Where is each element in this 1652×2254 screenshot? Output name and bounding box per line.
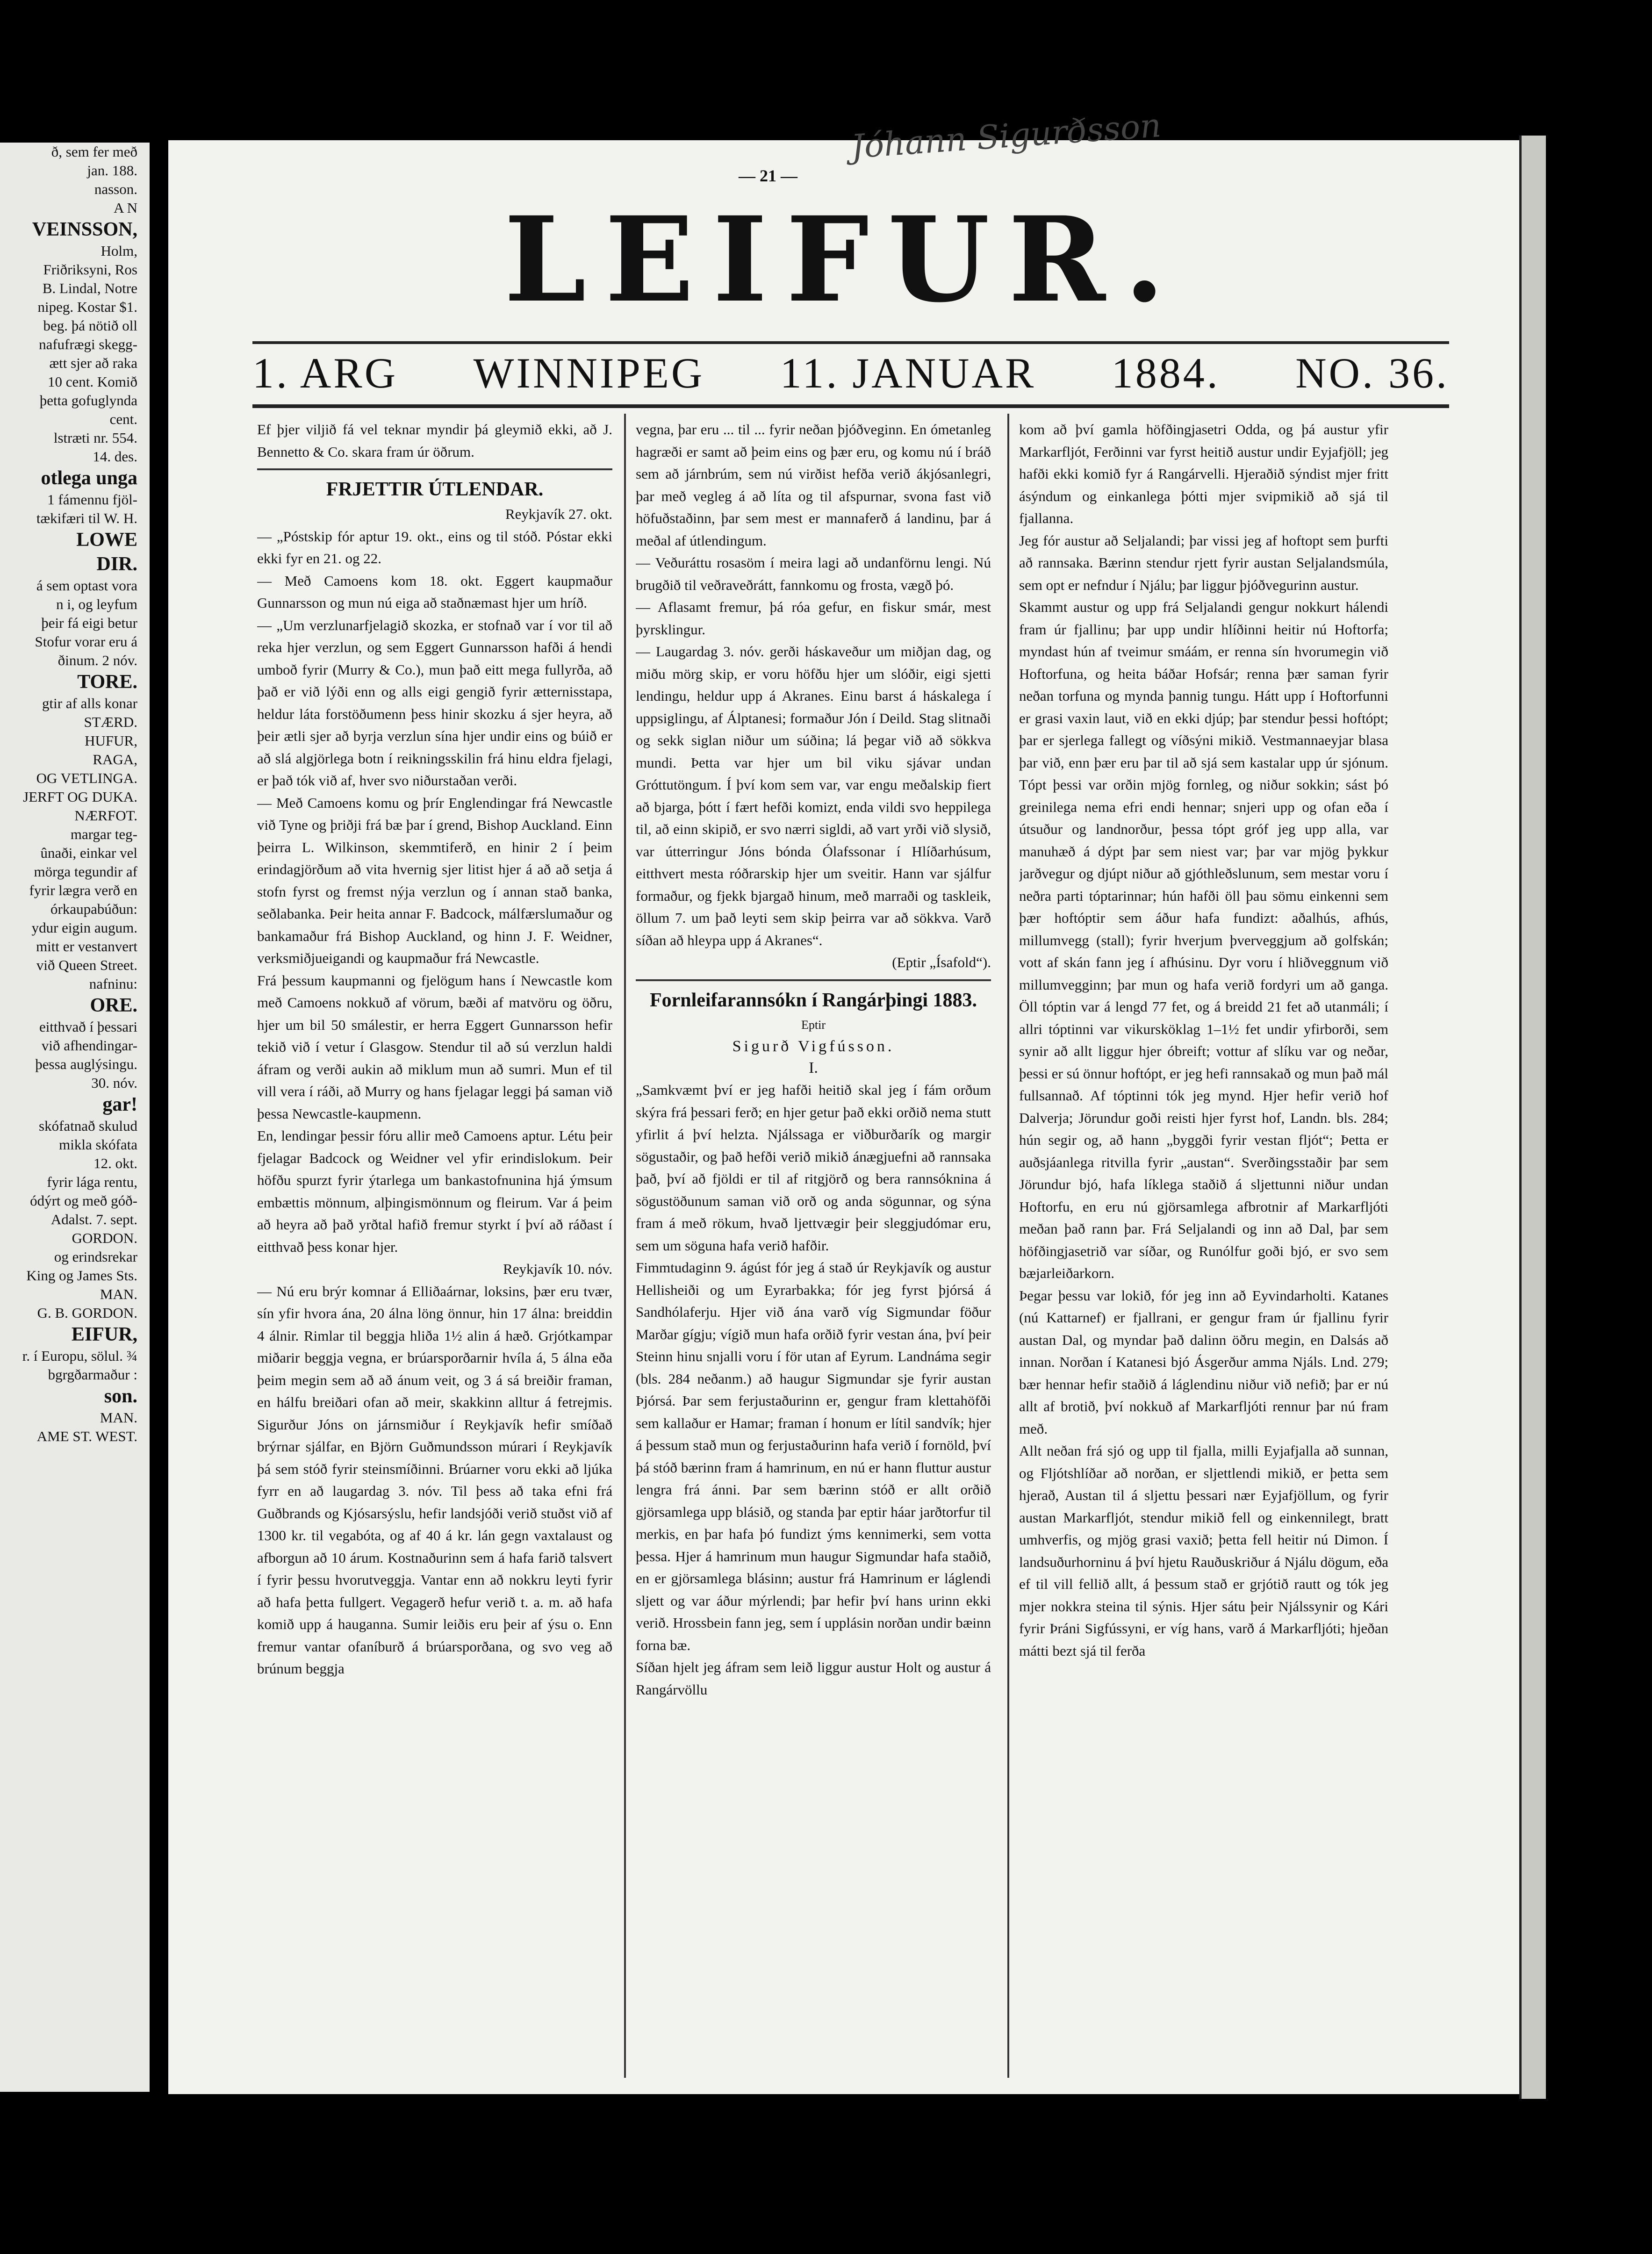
previous-page-text: [0, 143, 150, 1446]
news-source: (Eptir „Ísafold“).: [892, 954, 991, 970]
article-paragraph: „Samkvæmt því er jeg hafði heitið skal jeg í fám orðum skýra frá þessari ferð; en hjer getur það ekki orðið nema stutt yfirlit á því helzta. Njálssaga er viðburðarík og margir sögustaðir, og það hefði verið mikið ánægjuefni að rannsaka það, því að fjöldi er til af ritgjörð og bera rannsóknina á sögustöðunum saman við orð og anda sögunnar, og sýna fram á með rökum, hvað ljettvægir þeir sleggjudómar eru, sem um söguna hafa verið hafðir.: [636, 1082, 991, 1254]
previous-page-line: nafninu:: [89, 976, 137, 992]
previous-page-line: Holm,: [101, 243, 137, 259]
page-gutter: [150, 140, 168, 2094]
news-paragraph: — „Um verzlunarfjelagið skozka, er stofnað var í vor til að reka hjer verzlun, og sem Eggert Gunnarsson hafði á hendi umboð fyrir (Murry & Co.), mun það eitt mega fullyrða, að það er við lýði enn og alls eigi gengið fyrir ætternisstapa, heldur láta forstöðumenn þess hinir skozku á sjer heyra, að þeir ætli sjer að byrja verzlun sína hjer undir eins og búið er að slá algjörlega botn í reikningsskilin frá hinu eldra fjelagi, er það tók við af, hver svo niðurstaðan verði.: [257, 617, 612, 789]
previous-page-line: nasson.: [94, 181, 137, 197]
masthead-title: LEIFUR.: [504, 191, 1184, 328]
dateline-date: 11. JANUAR: [780, 349, 1036, 397]
previous-page-line: ætt sjer að raka: [49, 355, 137, 371]
previous-page-line: fyrir lága rentu,: [47, 1174, 137, 1190]
previous-page-line: otlega unga: [41, 467, 137, 489]
previous-page-line: TORE.: [77, 671, 137, 693]
previous-page-line: EIFUR,: [71, 1324, 137, 1345]
column-2: [636, 418, 991, 2078]
column-1: [257, 418, 612, 2078]
previous-page-line: mitt er vestanvert: [36, 938, 137, 955]
previous-page-line: fyrir lægra verð en: [29, 882, 137, 898]
column-3: [1019, 418, 1388, 2078]
previous-page-line: ð, sem fer með: [51, 144, 137, 160]
dateline-volume: 1. ARG: [252, 349, 398, 397]
previous-page-line: 30. nóv.: [91, 1075, 137, 1091]
previous-page-line: MAN.: [100, 1286, 137, 1302]
dateline-reykjavik-2: Reykjavík 10. nóv.: [503, 1261, 612, 1277]
previous-page-line: 12. okt.: [93, 1155, 137, 1171]
article-paragraph: Skammt austur og upp frá Seljalandi gengur nokkurt hálendi fram úr fjallinu; þar upp undir hlíðinni heitir nú Hoftorfa; myndast hún af tveimur smáám, er renna sín hvorumegin við Hoftorfuna, og heita báðar Hofsár; renna þær saman fyrir neðan torfuna og mynda þannig tungu. Hátt upp í Hoftorfunni er grasi vaxin laut, við en ekki djúp; þar stendur þessi hoftópt; þar er sjerlega fallegt og víðsýni mikið. Vestmannaeyjar blasa þar við, enn þær eru þar til að sjá sem kastalar upp úr sjónum. Tópt þessi var orðin mjög fornleg, og niður sokkin; sást þó greinilega nema efri endi hennar; snjeri upp og ofan eða í útsuður og landnorður, þessa tópt gróf jeg upp alla, var manuhæð á dýpt þar sem niest var; þar var mjög þykkur jarðvegur og djúpt niður að gjóthleðslunum, sem mestar voru í neðra parti tóptarinnar; hún hafði öll þau sömu einkenni sem þær hoftóptir sem áður hafa fundizt: aðalhús, afhús, millumvegg (stall); fyrir hverjum þverveggjum að golfskán; vott af skán fann jeg í afhúsinu. Dyr voru í hliðveggnum við millumvegginn; þar mun og hafa verið fordyri um að ganga. Öll tóptin var á lengd 77 fet, og á breidd 21 fet að utanmáli; í allri tóptinni var vikursköklag 1–1½ fet undir yfirborði, sem synir að allt liggur hjer óbreift; vottur af slíku var og neðar, þessi er sú önnur hoftópt, er jeg hefi rannsakað og mun það mál fullsannað. Af tóptinni tók jeg mynd. Hjer hefir verið hof Dalverja; Jörundur goði reisti hjer fyrst hof, Landn. bls. 284; hún segir og, að hann „byggði fyrir vestan fljót“; Þetta er auðsjáanlega ritvilla fyrir „austan“. Sverðingsstaðir þar sem Jörundur bjó, hafa líklega staðið á sljettunni niður undan Hoftorfu, en eru nú gjörsamlega afbrotnir af Markarfljóti meðan það rann þar. Frá Seljalandi og inn að Dal, þar sem höfðingjasetrið var síðar, og Runólfur goði bjó, er svo sem bæjarleiðarkorn.: [1019, 599, 1388, 1281]
previous-page-line: ûnaði, einkar vel: [40, 845, 137, 861]
previous-page-line: Stofur vorar eru á: [35, 633, 137, 650]
previous-page-line: órkaupabúðun:: [50, 901, 137, 917]
previous-page-line: G. B. GORDON.: [37, 1305, 137, 1321]
previous-page-line: B. Lindal, Notre: [42, 280, 137, 296]
previous-page-line: DIR.: [96, 553, 137, 575]
previous-page-line: GORDON.: [72, 1230, 137, 1246]
news-paragraph: vegna, þar eru ... til ... fyrir neðan þjóðveginn. En ómetanleg hagræði er samt að þeim eins og þær eru, og komu nú í bráð sem að járnbrúm, sem nú virðist hefða verið ákjósanlegri, þar með vegleg á að líta og til afspurnar, svona fast við höfuðstaðinn, þar sem mest er mannaferð á landinu, þar á meðal af útlendingum.: [636, 421, 991, 549]
previous-page-line: beg. þá nötið oll: [43, 317, 137, 334]
previous-page-line: mikla skófata: [59, 1136, 137, 1153]
photo-advertisement: Ef þjer viljið fá vel teknar myndir þá gleymið ekki, að J. Bennetto & Co. skara fram úr öðrum.: [257, 421, 612, 460]
column-rule-1: [624, 414, 626, 2078]
previous-page-line: nafufrægi skegg-: [39, 336, 137, 352]
masthead-rule-top: [252, 341, 1449, 344]
previous-page-line: 14. des.: [93, 448, 137, 465]
previous-page-line: ydur eigin augum.: [31, 919, 137, 936]
news-paragraph: — Aflasamt fremur, þá róa gefur, en fiskur smár, mest þyrsklingur.: [636, 599, 991, 638]
previous-page-line: þessa auglýsingu.: [35, 1056, 137, 1072]
previous-page-line: margar teg-: [70, 826, 137, 842]
previous-page-line: gtir af alls konar: [42, 695, 137, 711]
previous-page-line: þeir fá eigi betur: [41, 615, 137, 631]
article-paragraph: Allt neðan frá sjó og upp til fjalla, milli Eyjafjalla að sunnan, og Fljótshlíðar að norðan, er sljettlendi mikið, er þetta sem hjerað, Austan til á sljettu þessari nær Eyjafjöllum, og fyrir austan Markarfljót, stendur mikið fell og einkennilegt, bratt umhverfis, og mjög grasi vaxið; þetta fell heitir nú Dimon. Í landsuðurhorninu á því hjetu Rauðuskriður á Njálu dögum, eða ef til vill fellið allt, á þessum stað er grjótið rautt og tók jeg mjer nokkra steina til sýnis. Hjer sátu þeir Njálssynir og Kári fyrir Þráni Sigfússyni, er víg hans, varð á Markarfljóti; hjeðan mátti bezt sjá til ferða: [1019, 1443, 1388, 1659]
previous-page-line: AME ST. WEST.: [36, 1428, 137, 1444]
previous-page-line: og erindsrekar: [54, 1249, 137, 1265]
dateline-place: WINNIPEG: [473, 349, 705, 397]
news-paragraph: En, lendingar þessir fóru allir með Camoens aptur. Létu þeir fjelagar Badcock og Weidner vel yfir erindislokum. Þeir höfðu spurzt fyrir ýtarlega um bankastofnunina hjá ýmsum embættis mönnum, alþingismönnum og fleirum. Var á þeim að heyra að það yrðtal hafið fremur styrkt í því að ráðast í eitthvað þess konar hjer.: [257, 1127, 612, 1255]
previous-page-line: n i, og leyfum: [56, 596, 137, 612]
byline-author: Sigurð Vigfússon.: [732, 1038, 895, 1055]
article-paragraph: kom að því gamla höfðingjasetri Odda, og þá austur yfir Markarfljót, Ferðinni var fyrst heitið austur undir Eyjafjöll; jeg hafði ekki komið fyr á Rangárvelli. Hjeraðið sýndist mjer fritt ásýndum og einkanlega þótti mjer svipmikið að sjá til fjallanna.: [1019, 421, 1388, 526]
previous-page-line: við afhendingar-: [41, 1037, 137, 1054]
previous-page-line: r. í Europu, sölul. ¾: [22, 1348, 137, 1364]
previous-page-line: gar!: [102, 1094, 137, 1115]
previous-page-line: ðinum. 2 nóv.: [57, 652, 137, 668]
article-paragraph: Jeg fór austur að Seljalandi; þar vissi jeg af hoftopt sem þurfti að rannsaka. Bærinn stendur rjett fyrir austan Seljalandsmúla, sem opt er nefndur í Njálu; þar liggur þjóðvegurinn austur.: [1019, 532, 1388, 593]
previous-page-line: OG VETLINGA.: [36, 770, 137, 786]
previous-page-line: STÆRD.: [84, 714, 137, 730]
dateline-year: 1884.: [1111, 349, 1220, 397]
dateline: [252, 348, 1449, 398]
previous-page-line: tækifæri til W. H.: [36, 510, 137, 526]
previous-page-line: 1 fámennu fjöl-: [47, 491, 137, 508]
previous-page-fragment: [0, 143, 150, 2092]
previous-page-line: MAN.: [100, 1409, 137, 1426]
previous-page-line: eitthvað í þessari: [39, 1019, 137, 1035]
previous-page-line: á sem optast vora: [36, 577, 137, 594]
previous-page-line: LOWE: [76, 529, 137, 551]
previous-page-line: lstræti nr. 554.: [53, 430, 137, 446]
previous-page-line: RAGA,: [93, 751, 137, 768]
previous-page-line: NÆRFOT.: [74, 807, 137, 824]
previous-page-line: son.: [104, 1385, 137, 1407]
section-heading-foreign-news: FRJETTIR ÚTLENDAR.: [326, 479, 544, 500]
previous-page-line: mörga tegundir af: [34, 863, 137, 880]
previous-page-line: nipeg. Kostar $1.: [37, 299, 137, 315]
previous-page-line: ódýrt og með góð-: [30, 1192, 137, 1209]
previous-page-line: jan. 188.: [87, 162, 137, 179]
previous-page-line: Adalst. 7. sept.: [50, 1211, 137, 1227]
previous-page-line: JERFT OG DUKA.: [23, 789, 137, 805]
divider: [257, 468, 612, 470]
divider: [636, 979, 991, 981]
news-paragraph: — Nú eru brýr komnar á Elliðaárnar, loksins, þær eru tvær, sín yfir hvora ána, 20 álna löng önnur, hin 17 álna: breiddin 4 álnir. Rimlar til beggja hliða 1½ alin á hæð. Grjótkampar miðarir beggja vegna, er brúarsporðarnir hvíla á, 5 álna eða þeim megin sem að að ánum veit, og 3 á sá breiðir framan, en hálfu breiðari ofan að meir, skakkinn alltur á fetrejmis. Sigurður Jóns on járnsmiður í Reykjavík hefir smíðað brýrnar sjálfar, en Björn Guðmundsson múrari í Reykjavík þá sem stóð fyrir steinsmíðinni. Brúarner voru ekki að ljúka fyrr en að laugardag 3. nóv. Til þess að taka efni frá Guðbrands og Kjósarsýslu, hefir landsjóði verið stuðst við af 1300 kr. til vegabóta, og af 40 á kr. lán gegn vaxtalaust og afborgun að 10 árum. Kostnaðurinn sem á hafa farið talsvert í fyrir þessu hvorutveggja. Vantar enn að nokkru leyti fyrir að hafa þetta fullgert. Vegagerð hefur verið t. a. m. að hafa komið upp á hauganna. Sumir leiðis eru þeir af ýsu o. Enn fremur vantar ofaníburð á brúarsporðana, og svo veg að brúnum beggja: [257, 1283, 612, 1677]
article-heading: Fornleifarannsókn í Rangárþingi 1883.: [649, 989, 977, 1011]
previous-page-line: við Queen Street.: [36, 957, 137, 973]
previous-page-line: Friðriksyni, Ros: [43, 261, 137, 278]
article-paragraph: Þegar þessu var lokið, fór jeg inn að Eyvindarholti. Katanes (nú Kattarnef) er fjallrani, er gengur fram úr fjallinu fyrir austan Dal, og myndar það dalinn öðru megin, en Dalsás að innan. Norðan í Katanesi bjó Ásgerður amma Njáls. Lnd. 279; bær hennar hefir staðið á láglendinu niður við nefið; þar er nú allt af brotið, því nokkuð af Markarfljóti rennur þar nú fram með.: [1019, 1287, 1388, 1437]
dateline-number: NO. 36.: [1295, 349, 1449, 397]
previous-page-line: ORE.: [90, 995, 137, 1016]
page-number: — 21 —: [739, 166, 797, 185]
previous-page-line: bgrgðarmaður :: [48, 1366, 137, 1383]
news-paragraph: — Laugardag 3. nóv. gerði háskaveður um miðjan dag, og miðu mörg skip, er voru höfðu hjer um slóðir, eigi sjetti lendingu, heldur upp á Akranes. Einu barst á háskalega í uppsiglingu, af Álptanesi; formaður Jón í Deild. Stag slitnaði og sekk siglan niður um súðina; lá þegar við að sökkva mundi. Þetta var hjer um bil viku sjávar undan Gróttutöngum. Í því kom sem var, var engu meðalskip fiert að bjarga, þótt í fært hefði komizt, enda vildi svo heppilega til, að einn skipið, er svo nærri sigldi, að vart yrði við slysið, var útterringur Jóns bónda Ólafssonar í Hlíðarhúsum, eitthvert mesta róðrarskip hjer um sveitir. Hann var sjálfur formaður, og fjekk bjargað hinum, með marraði og taskleik, öllum 7. um það leyti sem skip þeirra var að sökkva. Varð síðan að hleypa upp á Akranes“.: [636, 643, 991, 948]
news-paragraph: — Með Camoens kom 18. okt. Eggert kaupmaður Gunnarsson og mun nú eiga að staðnæmast hjer um hríð.: [257, 572, 612, 611]
news-paragraph: Frá þessum kaupmanni og fjelögum hans í Newcastle kom með Camoens nokkuð af vörum, bæði af matvöru og öðru, hjer um bil 50 smálestir, er herra Eggert Gunnarsson hefir tekið við í vetur í Glasgow. Stendur til að sú verzlun haldi áfram og verði aukin að miklum mun að sumri. Mun ef til vill vera í ráði, að Murry og hans fjelagar leggi þá saman við þessa Newcastle-kaupmenn.: [257, 972, 612, 1122]
column-rule-2: [1007, 414, 1009, 2078]
newspaper-page: [168, 140, 1519, 2094]
previous-page-line: 10 cent. Komið: [48, 373, 137, 390]
previous-page-line: HUFUR,: [85, 732, 137, 749]
masthead-rule-bottom: [252, 404, 1449, 408]
previous-page-line: cent.: [109, 411, 137, 427]
news-paragraph: — „Póstskip fór aptur 19. okt., eins og til stóð. Póstar ekki ekki fyr en 21. og 22.: [257, 528, 612, 567]
dateline-reykjavik-1: Reykjavík 27. okt.: [505, 506, 612, 522]
previous-page-line: King og James Sts.: [26, 1267, 137, 1284]
news-paragraph: — Veðuráttu rosasöm í meira lagi að undanförnu lengi. Nú brugðið til veðraveðrátt, fannkomu og frosta, vægð þó.: [636, 554, 991, 593]
handwritten-signature: Jóhann Sigurðsson: [849, 106, 1163, 166]
page-edge: [1519, 136, 1546, 2099]
news-paragraph: — Með Camoens komu og þrír Englendingar frá Newcastle við Tyne og þriðji frá bæ þar í grend, Bishop Auckland. Einn þeirra L. Wilkinson, skemmtiferð, en hinir 2 í þeim erindagjörðum að vita hvernig sjer litist hjer á að að setja á stofn fyrst og fremst nýja verzlun og í annan stað banka, seðlabanka. Þeir heita annar F. Badcock, málfærslumaður og bankamaður frá Bishop Auckland, og hinn J. F. Weidner, verksmiðjueigandi og kaupmaður frá Newcastle.: [257, 794, 612, 966]
part-numeral: I.: [809, 1059, 818, 1077]
article-paragraph: Fimmtudaginn 9. ágúst fór jeg á stað úr Reykjavík og austur Hellisheiði og um Eyrarbakka; fór jeg fyrst þjórsá á Sandhólaferju. Hjer við ána varð víg Sigmundar föður Marðar gígju; vígið mun hafa orðið fyrir vestan ána, því þeir Steinn hinu snjalli voru í för utan af Eyrum. Landnáma segir (bls. 284 neðanm.) að haugur Sigmundar sje fyrir austan Þjórsá. Þar sem ferjustaðurinn er, gengur fram klettahöfði sem kallaður er Hamar; framan í honum er lítil sandvík; hjer á þessum stað mun og ferjustaðurinn hafa verið í fornöld, því þá stóð bærinn fram á hamrinum, en nú er hann fluttur austur lengra frá ánni. Þar sem bærinn stóð er allt orðið gjörsamlega upp blásið, og standa þar eptir háar jarðtorfur til merkis, en þar hafa þó fundizt ýms kennimerki, sem votta þessa. Hjer á hamrinum mun haugur Sigmundar hafa staðið, en er gjörsamlega blásinn; austur frá Hamrinum er láglendi sljett og var áður mýrlendi; þar hefir því hans urinn ekki verið. Hrossbein fann jeg, sem í upplásin norðan undir bæinn forna bæ.: [636, 1259, 991, 1653]
byline-prefix: Eptir: [801, 1018, 826, 1032]
article-paragraph: Síðan hjelt jeg áfram sem leið liggur austur Holt og austur á Rangárvöllu: [636, 1659, 991, 1698]
previous-page-line: þetta gofuglynda: [39, 392, 137, 409]
previous-page-line: A N: [114, 200, 137, 216]
previous-page-line: skófatnað skulud: [39, 1118, 137, 1134]
previous-page-line: VEINSSON,: [32, 219, 137, 240]
